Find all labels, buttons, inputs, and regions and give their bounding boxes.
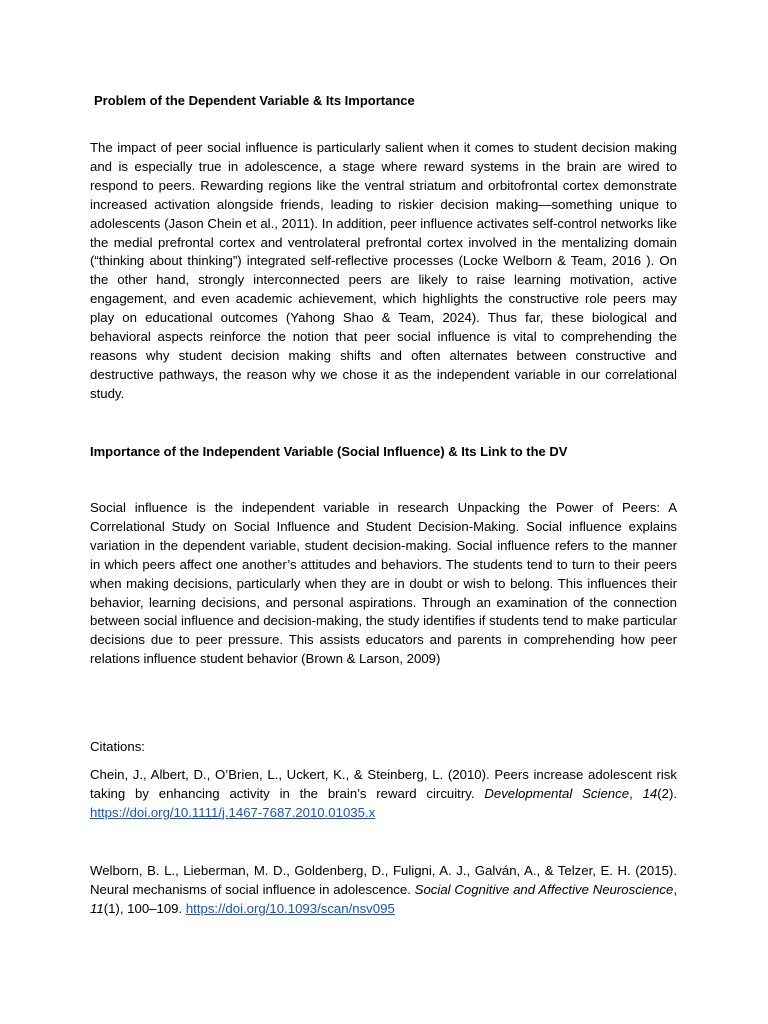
citation-journal: Social Cognitive and Affective Neuroscience (414, 881, 674, 897)
paragraph-dependent-variable: The impact of peer social influence is particularly salient when it comes to student decision making and is especially true in adolescence, a stage where reward systems in the brain are wired to respond to peers. Rewarding regions like the ventral striatum and orbitofrontal cortex demonstrate increased activation alongside friends, leading to riskier decision making—something unique to adolescents (Jason Chein et al., 2011). In addition, peer influence activates self-control networks like the medial prefrontal cortex and ventrolateral prefrontal cortex involved in the mentalizing domain (“thinking about thinking”) integrated self-reflective processes (Locke Welborn & Team, 2016 ). On the other hand, strongly interconnected peers are likely to raise learning motivation, active engagement, and even academic achievement, which highlights the constructive role peers may play on educational outcomes (Yahong Shao & Team, 2024). Thus far, these biological and behavioral aspects reinforce the notion that peer social influence is vital to comprehending the reasons why student decision making shifts and often alternates between constructive and destructive pathways, the reason why we chose it as the independent variable in our correlational study. (90, 140, 677, 401)
paragraph-independent-variable: Social influence is the independent variable in research Unpacking the Power of Peers: A Correlational Study on Social Influence and Student Decision-Making. Social influence explains variation in the dependent variable, student decision-making. Social influence refers to the manner in which peers affect one another’s attitudes and behaviors. The students tend to turn to their peers when making decisions, particularly when they are in doubt or wish to belong. This influences their behavior, learning decisions, and personal aspirations. Through an examination of the connection between social influence and decision-making, the study identifies if students tend to make particular decisions due to peer pressure. This assists educators and parents in comprehending how peer relations influence student behavior (Brown & Larson, 2009) (90, 500, 677, 667)
citation-journal: Developmental Science (484, 785, 630, 801)
citation-chein (90, 766, 677, 823)
citation-separator: , (673, 881, 677, 897)
citation-authors: Chein, J., Albert, D., O’Brien, L., Uckert, K., & Steinberg, L. (2010). Peers increase adolescent risk taking by enhancing activity in the brain’s reward circuitry. (90, 767, 677, 801)
citation-authors: Welborn, B. L., Lieberman, M. D., Goldenberg, D., Fuligni, A. J., Galván, A., & Telzer, E. H. (2015). Neural mechanisms of social influence in adolescence. (90, 863, 677, 897)
citation-volume: 14 (642, 785, 658, 801)
citation-welborn (90, 862, 677, 919)
citation-issue-pages: (2). (657, 785, 678, 801)
citation-issue-pages: (1), 100–109. (103, 900, 186, 916)
heading-dependent-variable: Problem of the Dependent Variable & Its Importance (94, 93, 415, 108)
citation-doi-link[interactable]: https://doi.org/10.1111/j.1467-7687.2010.01035.x (90, 804, 376, 820)
citation-volume: 11 (90, 900, 104, 916)
heading-independent-variable: Importance of the Independent Variable (Social Influence) & Its Link to the DV (90, 444, 568, 459)
citation-doi-link[interactable]: https://doi.org/10.1093/scan/nsv095 (185, 900, 395, 916)
citations-label: Citations: (90, 739, 145, 754)
citation-separator: , (629, 785, 643, 801)
